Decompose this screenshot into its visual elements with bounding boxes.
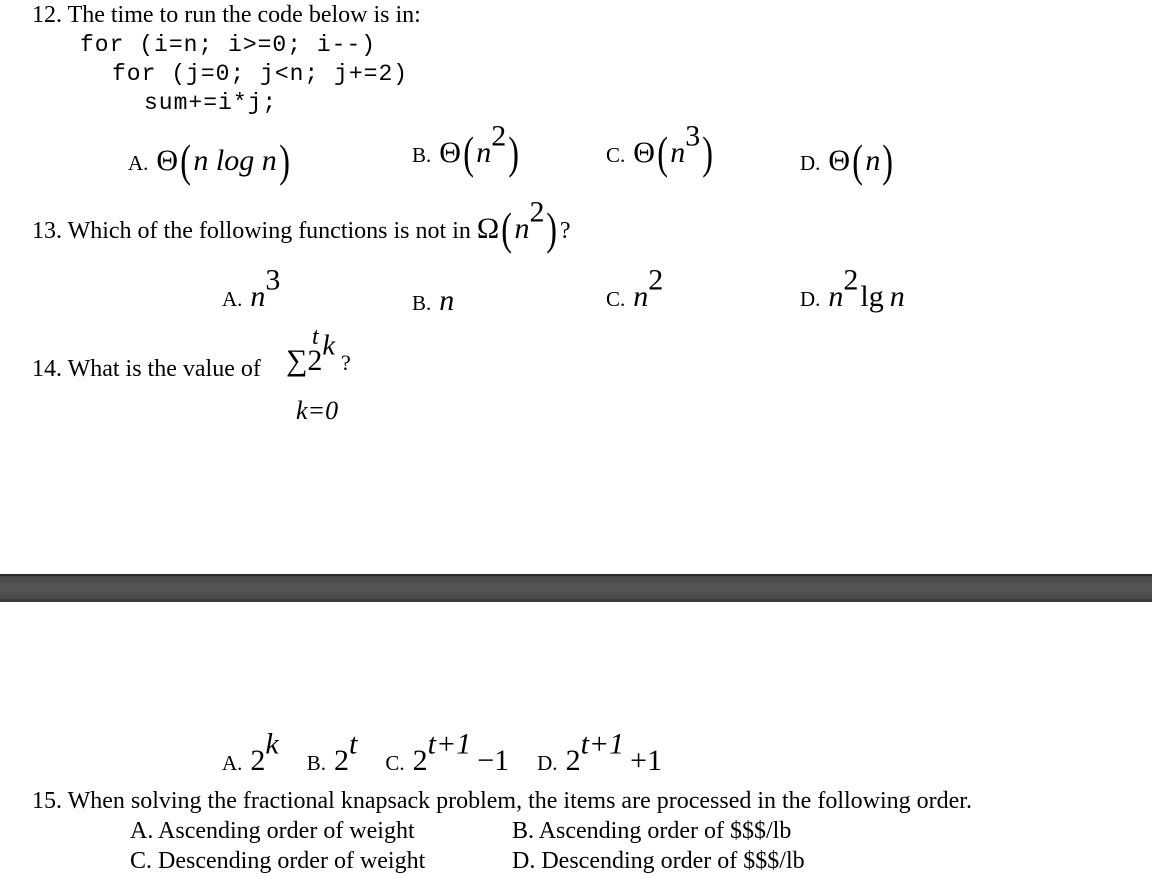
q13-option-b bbox=[412, 284, 454, 318]
option-label: A. bbox=[128, 151, 149, 175]
option-exp: t bbox=[349, 727, 358, 761]
option-label: C. bbox=[606, 143, 626, 167]
code-line-2: for (j=0; j<n; j+=2) bbox=[112, 61, 409, 87]
option-base: 2 bbox=[250, 744, 266, 777]
theta-symbol: Θ bbox=[828, 144, 851, 177]
option-text: Descending order of weight bbox=[158, 848, 426, 874]
theta-symbol: Θ bbox=[156, 144, 179, 177]
option-base: n bbox=[476, 136, 492, 169]
option-label: A. bbox=[222, 751, 243, 775]
q13-option-d bbox=[800, 263, 905, 314]
omega-exp: 2 bbox=[529, 195, 545, 229]
q13-option-a bbox=[222, 263, 281, 314]
q13-question-mark: ? bbox=[559, 218, 571, 244]
option-tail: lg bbox=[860, 280, 884, 313]
option-exp: 3 bbox=[685, 119, 701, 153]
q13-stem: 13. Which of the following functions is not in $\Omega(n^2)$? bbox=[32, 195, 571, 254]
q14-number: 14. bbox=[32, 356, 62, 382]
option-base: n bbox=[670, 136, 686, 169]
q14-option-b bbox=[306, 727, 358, 777]
q12-option-c: C. $\Theta(n^3)$ bbox=[606, 119, 714, 178]
option-base: 2 bbox=[334, 744, 350, 777]
q15-option-b bbox=[512, 818, 791, 845]
q14-option-d bbox=[537, 727, 663, 777]
q15-text: When solving the fractional knapsack problem, the items are processed in the following order. bbox=[67, 788, 972, 814]
q14-stem bbox=[32, 356, 261, 383]
page-divider bbox=[0, 574, 1152, 602]
option-label: C. bbox=[130, 848, 153, 874]
option-label: D. bbox=[512, 848, 536, 874]
option-base: 2 bbox=[565, 744, 581, 777]
sum-upper-limit: t bbox=[312, 324, 319, 350]
theta-symbol: Θ bbox=[633, 136, 655, 169]
option-text: Ascending order of weight bbox=[158, 818, 415, 844]
option-text: Ascending order of $$$/lb bbox=[538, 818, 792, 844]
option-base: n bbox=[828, 280, 844, 313]
q14-options bbox=[222, 727, 663, 778]
option-base: n bbox=[439, 284, 455, 317]
option-base: n bbox=[250, 280, 266, 313]
option-exp: k bbox=[265, 727, 279, 761]
q13-text: Which of the following functions is not in bbox=[67, 218, 471, 244]
q15-option-d bbox=[512, 848, 805, 875]
q12-text: The time to run the code below is in: bbox=[67, 2, 421, 28]
q15-number: 15. bbox=[32, 788, 62, 814]
option-exp: 2 bbox=[491, 119, 507, 153]
option-label: C. bbox=[606, 287, 626, 311]
sum-lower-limit: k=0 bbox=[296, 396, 339, 425]
option-label: B. bbox=[412, 143, 432, 167]
code-line-3: sum+=i*j; bbox=[144, 90, 278, 116]
q15-stem bbox=[32, 788, 972, 815]
option-label: D. bbox=[800, 287, 821, 311]
option-arg: n bbox=[865, 144, 881, 177]
q14-text: What is the value of bbox=[67, 356, 261, 382]
q15-option-c bbox=[130, 848, 425, 875]
theta-symbol: Θ bbox=[439, 136, 461, 169]
q14-question-mark: ? bbox=[341, 350, 351, 375]
q14-option-a bbox=[222, 727, 279, 777]
option-label: B. bbox=[512, 818, 535, 844]
option-exp: 2 bbox=[648, 263, 664, 297]
option-arg: n log n bbox=[193, 144, 277, 177]
option-tail-var: n bbox=[889, 280, 905, 313]
omega-symbol: Ω bbox=[476, 212, 500, 245]
sum-term-exp: k bbox=[322, 330, 336, 362]
option-label: D. bbox=[800, 151, 821, 175]
option-tail: −1 bbox=[477, 744, 510, 777]
option-exp: 3 bbox=[265, 263, 281, 297]
option-label: D. bbox=[537, 751, 558, 775]
option-label: C. bbox=[385, 751, 405, 775]
option-label: B. bbox=[306, 751, 327, 775]
q12-option-b: B. $\Theta(n^2)$ bbox=[412, 119, 520, 178]
sum-term-base: 2 bbox=[307, 344, 323, 377]
q12-stem bbox=[32, 2, 421, 29]
omega-base: n bbox=[514, 212, 530, 245]
option-base: n bbox=[633, 280, 649, 313]
q12-option-a: A. Θ(n log n) bbox=[128, 135, 290, 186]
option-base: 2 bbox=[412, 744, 428, 777]
option-exp: t+1 bbox=[427, 727, 472, 761]
q14-option-c bbox=[385, 727, 510, 777]
summation-expression bbox=[286, 330, 351, 378]
q12-number: 12. bbox=[32, 2, 62, 28]
option-label: A. bbox=[130, 818, 154, 844]
option-exp: t+1 bbox=[580, 727, 625, 761]
q15-option-a bbox=[130, 818, 415, 845]
sigma-symbol: ∑ bbox=[286, 344, 308, 377]
option-label: A. bbox=[222, 287, 243, 311]
option-label: B. bbox=[412, 291, 432, 315]
q13-option-c bbox=[606, 263, 664, 314]
q13-number: 13. bbox=[32, 218, 62, 244]
code-line-1: for (i=n; i>=0; i--) bbox=[80, 32, 377, 58]
option-text: Descending order of $$$/lb bbox=[541, 848, 805, 874]
option-exp: 2 bbox=[843, 263, 859, 297]
option-tail: +1 bbox=[630, 744, 663, 777]
q12-option-d: D. Θ(n) bbox=[800, 135, 894, 186]
